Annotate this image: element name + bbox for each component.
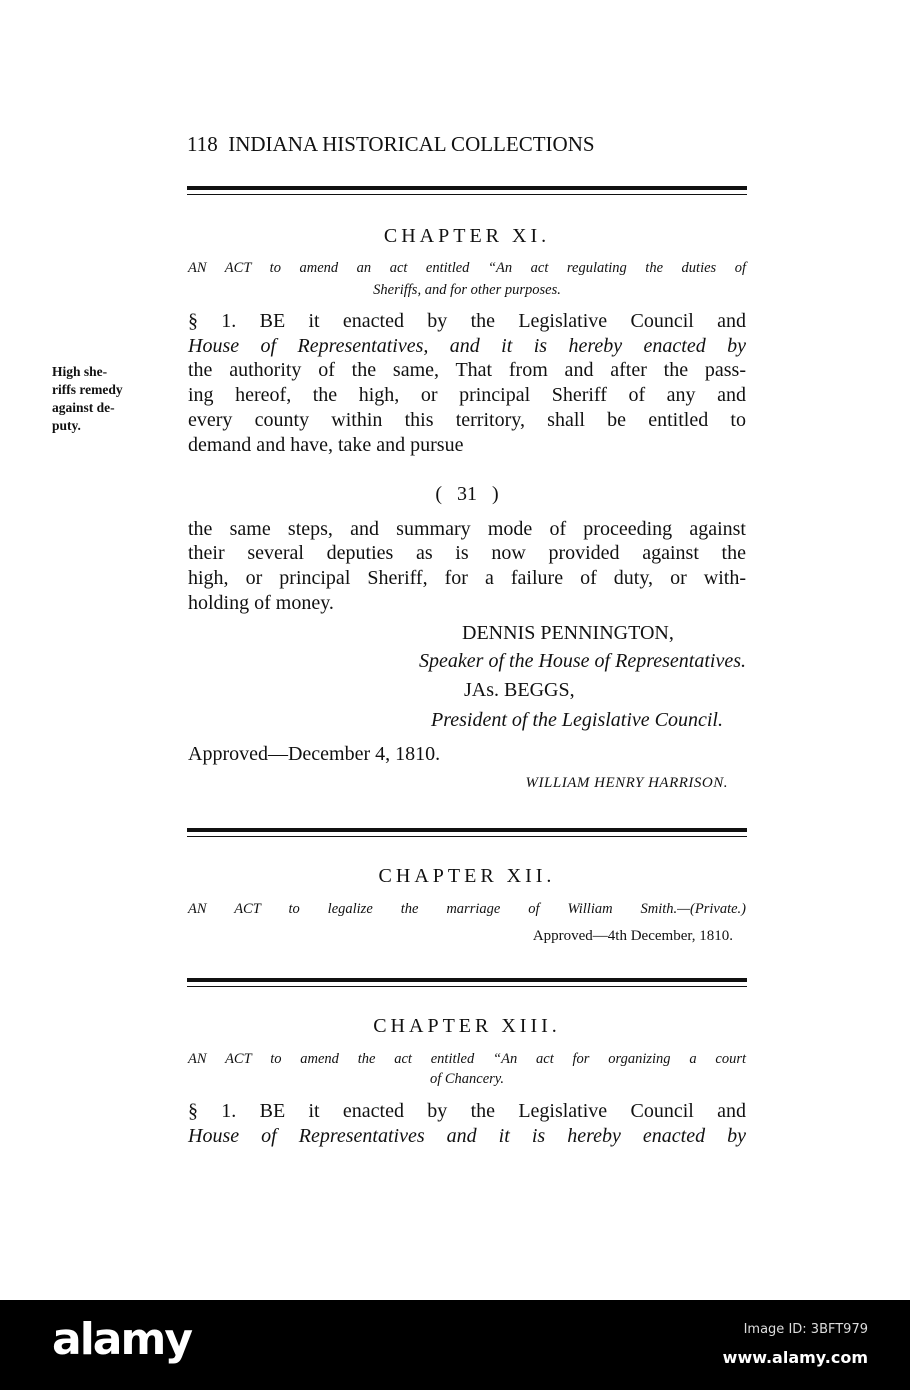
chapter-heading: CHAPTER XI.: [383, 225, 551, 247]
rule-thin: [187, 986, 747, 987]
act-title-line: AN ACT to amend the act entitled “An act for organizing a court: [188, 1051, 746, 1067]
text-line: the same steps, and summary mode of proceeding against: [188, 518, 746, 540]
running-header: [187, 132, 595, 156]
speaker-title: Speaker of the House of Representatives.: [419, 650, 746, 672]
text-line: § 1. BE it enacted by the Legislative Council and: [188, 1100, 746, 1122]
rule-thick: [187, 828, 747, 832]
text-line: their several deputies as is now provided against the: [188, 542, 746, 564]
president-title: President of the Legislative Council.: [431, 709, 723, 731]
folio-number: ( 31 ): [435, 483, 499, 505]
margin-note-line: High she-: [52, 364, 108, 379]
margin-note-line: riffs remedy: [52, 382, 123, 397]
image-id: Image ID: 3BFT979: [743, 1322, 868, 1337]
watermark-bar: [0, 1300, 910, 1390]
margin-note-line: against de-: [52, 400, 115, 415]
margin-note-line: puty.: [52, 418, 81, 433]
president-name: JAs. BEGGS,: [464, 679, 575, 701]
text-line: demand and have, take and pursue: [188, 434, 464, 456]
speaker-name: DENNIS PENNINGTON,: [462, 622, 674, 644]
site-url: www.alamy.com: [722, 1348, 868, 1367]
text-line: holding of money.: [188, 592, 334, 614]
rule-thick: [187, 978, 747, 982]
approval-date: Approved—4th December, 1810.: [532, 928, 733, 944]
chapter-heading: CHAPTER XIII.: [373, 1015, 561, 1037]
approval-date: Approved—December 4, 1810.: [188, 743, 441, 765]
act-title-line: Sheriffs, and for other purposes.: [373, 282, 561, 298]
page-number: 118: [187, 132, 218, 156]
rule-thin: [187, 194, 747, 195]
act-title-line: AN ACT to amend an act entitled “An act regulating the duties of: [188, 260, 746, 276]
text-line: every county within this territory, shall be entitled to: [188, 409, 746, 431]
text-line: the authority of the same, That from and after the pass-: [188, 359, 746, 381]
alamy-logo: alamy: [52, 1314, 191, 1365]
text-line: House of Representatives and it is hereby enacted by: [188, 1125, 746, 1147]
text-line: ing hereof, the high, or principal Sheriff of any and: [188, 384, 746, 406]
chapter-heading: CHAPTER XII.: [378, 865, 556, 887]
text-line: high, or principal Sheriff, for a failure of duty, or with-: [188, 567, 746, 589]
text-line: § 1. BE it enacted by the Legislative Council and: [188, 310, 746, 332]
text-line: House of Representatives, and it is hereby enacted by: [188, 335, 746, 357]
governor-signature: WILLIAM HENRY HARRISON.: [525, 775, 728, 791]
act-title-line: AN ACT to legalize the marriage of William Smith.—(Private.): [188, 901, 746, 917]
rule-thick: [187, 186, 747, 190]
rule-thin: [187, 836, 747, 837]
act-title-line: of Chancery.: [429, 1071, 505, 1087]
header-title: INDIANA HISTORICAL COLLECTIONS: [228, 132, 595, 156]
